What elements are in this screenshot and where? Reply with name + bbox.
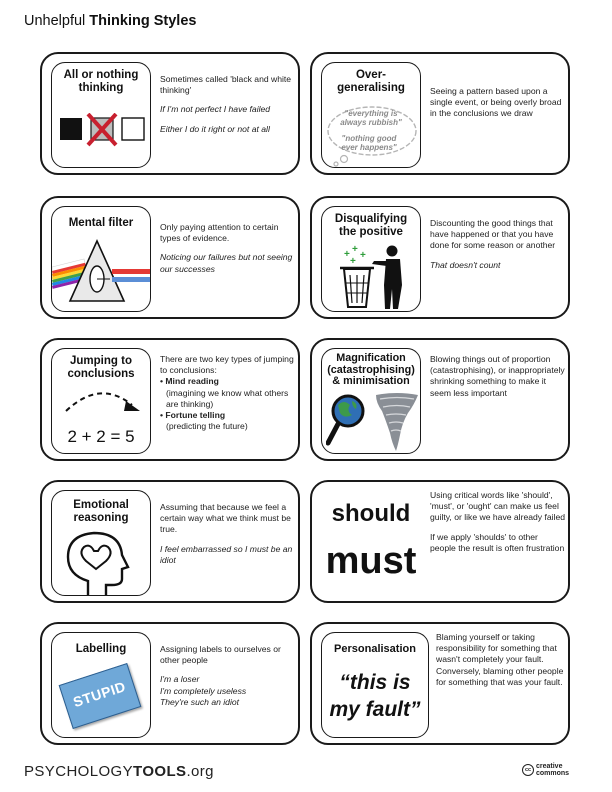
bullet-detail: (predicting the future) <box>166 421 248 432</box>
card-illustration <box>51 490 151 596</box>
description-text: Assuming that because we feel a certain way what we think must be true. <box>160 502 291 535</box>
card-description <box>160 502 296 574</box>
card-description <box>430 218 566 279</box>
example-text: They're such an idiot <box>160 696 240 707</box>
card-mental-filter <box>40 196 300 319</box>
plus-sign-mark: + <box>352 244 358 255</box>
description-text: Assigning labels to ourselves or other people <box>160 644 281 666</box>
quote-line: my fault” <box>329 698 421 721</box>
thought-bubble-text: "everything is always rubbish" <box>340 109 402 127</box>
card-disqualifying-the-positive <box>310 196 570 319</box>
description-text: There are two key types of jumping to conclusions: <box>160 354 294 376</box>
card-illustration <box>51 632 151 738</box>
bullet-label: • Fortune telling <box>160 410 226 421</box>
card-description <box>160 74 296 143</box>
bin-figure-icon <box>330 243 416 311</box>
example-text: I feel embarrassed so I must be an idiot <box>160 543 293 565</box>
creative-commons-logo: cc creative commons <box>522 763 569 777</box>
plus-sign-mark: + <box>344 249 350 260</box>
psychology-tools-logo: PSYCHOLOGYTOOLS.org <box>24 763 214 780</box>
card-emotional-reasoning <box>40 480 300 603</box>
black-white-squares-icon <box>58 113 148 147</box>
description-text: Blaming yourself or taking responsibility for something that wasn't completely your fault. Conversely, blaming other people for something that was your fault. <box>436 632 564 687</box>
card-illustration <box>51 62 151 168</box>
card-illustration <box>51 348 151 454</box>
creative-commons-icon: cc <box>522 764 534 776</box>
card-description <box>430 490 566 562</box>
card-heading: Mental filter <box>68 217 134 229</box>
card-should-must <box>310 480 570 603</box>
card-description <box>160 222 296 283</box>
card-over-generalising <box>310 52 570 175</box>
bullet-label: • Mind reading <box>160 376 219 387</box>
prism-filter-icon <box>52 237 151 311</box>
head-heart-icon <box>60 529 146 595</box>
example-text: Noticing our failures but not seeing our successes <box>160 252 293 274</box>
card-illustration <box>321 490 421 596</box>
card-illustration <box>321 62 421 168</box>
equation-text: 2 + 2 = 5 <box>67 427 135 446</box>
card-description <box>430 86 566 128</box>
example-text: I'm a loser <box>160 674 200 685</box>
description-text: Sometimes called 'black and white thinking' <box>160 74 292 96</box>
card-description <box>436 632 566 696</box>
bullet-detail: (imagining we know what others are thinking) <box>166 387 289 409</box>
stupid-sticker <box>59 663 142 729</box>
card-all-or-nothing <box>40 52 300 175</box>
sticker-label: STUPID <box>71 678 128 711</box>
page-title: Unhelpful Thinking Styles <box>24 13 197 29</box>
card-heading: All or nothing thinking <box>63 69 139 94</box>
description-text: Blowing things out of proportion (catastrophising), or inappropriately shrinking something to make it seem less important <box>430 354 565 398</box>
should-word: should <box>331 500 411 527</box>
plus-sign-mark: + <box>360 250 366 261</box>
card-heading: Emotional reasoning <box>73 499 129 524</box>
magnifier-globe-icon <box>326 393 378 451</box>
card-illustration <box>321 632 429 738</box>
card-heading: Labelling <box>75 643 127 655</box>
card-labelling <box>40 622 300 745</box>
jump-arrow-icon <box>60 387 146 417</box>
card-heading: Disqualifying the positive <box>334 213 408 238</box>
example-text: I'm completely useless <box>160 685 247 696</box>
card-personalisation <box>310 622 570 745</box>
must-word: must <box>325 540 417 582</box>
card-heading: Jumping to conclusions <box>67 355 135 380</box>
example-text: Either I do it right or not at all <box>160 123 270 134</box>
card-description <box>160 354 296 432</box>
bullet-mind-reading <box>160 376 296 387</box>
description-text: Only paying attention to certain types of evidence. <box>160 222 279 244</box>
card-magnification <box>310 338 570 461</box>
quote-line: “this is <box>339 671 411 694</box>
plus-sign-mark: + <box>350 256 356 267</box>
description-text: If we apply 'shoulds' to other people the result is often frustration <box>430 531 565 553</box>
card-heading: Personalisation <box>334 643 416 655</box>
card-illustration <box>51 206 151 312</box>
card-description <box>430 354 566 407</box>
card-description <box>160 644 296 708</box>
card-heading: Magnification (catastrophising) & minimisation <box>327 352 415 387</box>
card-illustration <box>321 206 421 312</box>
description-text: Discounting the good things that have happened or that you have done for some reason or another <box>430 218 556 251</box>
thought-bubble-text: "nothing good ever happens" <box>341 134 397 152</box>
tornado-icon <box>374 391 420 453</box>
card-jumping-to-conclusions <box>40 338 300 461</box>
example-text: If I'm not perfect I have failed <box>160 104 271 115</box>
card-heading: Over-generalising <box>337 69 405 94</box>
bullet-fortune-telling <box>160 410 296 421</box>
example-text: That doesn't count <box>430 259 501 270</box>
description-text: Using critical words like 'should', 'must', or 'ought' can make us feel guilty, or like we have already failed <box>430 490 566 523</box>
description-text: Seeing a pattern based upon a single event, or being overly broad in the conclusions we draw <box>430 86 562 119</box>
card-illustration <box>321 348 421 454</box>
